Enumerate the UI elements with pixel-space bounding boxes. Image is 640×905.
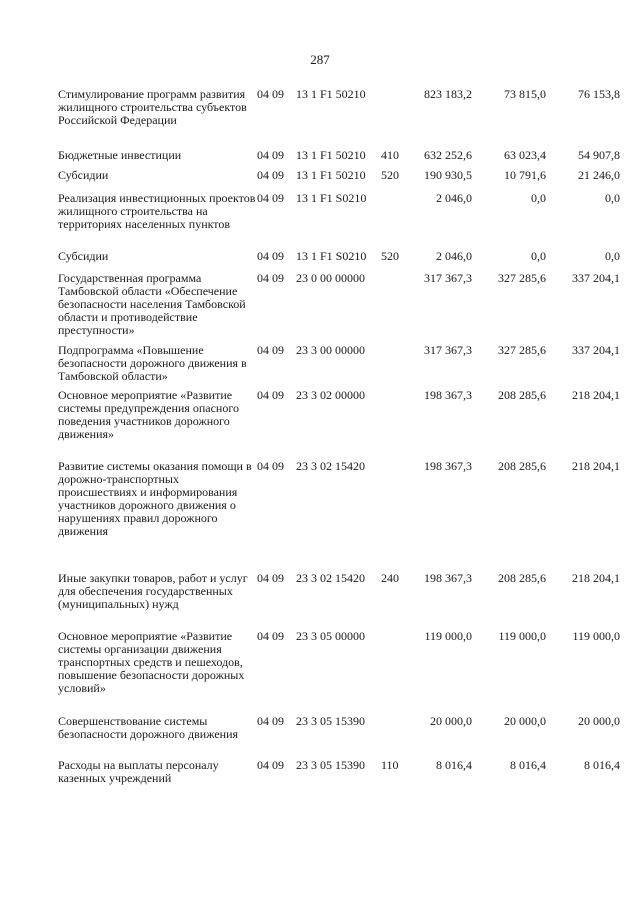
row-value-3: 20 000,0 [578,714,620,728]
row-value-2: 8 016,4 [510,758,546,772]
row-code: 13 1 F1 50210 [296,148,366,162]
row-name: Субсидии [58,249,109,263]
row-name: Развитие системы оказания помощи в дорожно-транспортных происшествиях и информирования участников дорожного движения о нарушениях правил дорожного движения [58,459,252,538]
row-value-1: 8 016,4 [436,758,472,772]
row-value-1: 119 000,0 [424,629,472,643]
row-chapter: 04 09 [257,714,284,728]
row-value-3: 8 016,4 [584,758,620,772]
row-value-2: 208 285,6 [498,571,546,585]
row-value-2: 20 000,0 [504,714,546,728]
row-value-2: 327 285,6 [498,271,546,285]
row-chapter: 04 09 [257,168,284,182]
row-value-2: 63 023,4 [504,148,546,162]
row-name: Стимулирование программ развития жилищного строительства субъектов Российской Федерации [58,87,247,127]
table-row [0,715,640,759]
table-row [0,759,640,789]
row-code: 13 1 F1 S0210 [296,249,367,263]
row-chapter: 04 09 [257,148,284,162]
row-value-3: 218 204,1 [572,571,620,585]
row-name: Реализация инвестиционных проектов жилищного строительства на территориях населенных пунктов [58,191,256,231]
row-code: 23 3 05 15390 [296,758,365,772]
row-value-3: 337 204,1 [572,271,620,285]
row-value-1: 317 367,3 [424,271,472,285]
row-name: Государственная программа Тамбовской области «Обеспечение безопасности населения Тамбовской области и противодействие преступности» [58,271,246,337]
row-value-3: 337 204,1 [572,343,620,357]
table-row [0,272,640,344]
row-value-3: 218 204,1 [572,388,620,402]
row-name: Основное мероприятие «Развитие системы предупреждения опасного поведения участников дорожного движения» [58,388,239,441]
table-row [0,88,640,149]
table-row [0,389,640,460]
row-chapter: 04 09 [257,249,284,263]
row-value-3: 0,0 [605,191,620,205]
row-chapter: 04 09 [257,388,284,402]
row-chapter: 04 09 [257,459,284,473]
row-value-2: 0,0 [531,249,546,263]
row-code: 23 3 05 00000 [296,629,365,643]
table-row [0,630,640,715]
row-value-1: 823 183,2 [424,87,472,101]
row-value-1: 198 367,3 [424,459,472,473]
row-value-1: 198 367,3 [424,388,472,402]
table-row [0,169,640,192]
table-row [0,192,640,250]
row-code: 23 3 02 15420 [296,459,365,473]
row-code: 23 3 02 00000 [296,388,365,402]
row-value-3: 76 153,8 [578,87,620,101]
row-code: 23 3 02 15420 [296,571,365,585]
row-code: 13 1 F1 50210 [296,168,366,182]
row-chapter: 04 09 [257,758,284,772]
row-code: 13 1 F1 S0210 [296,191,367,205]
row-value-3: 0,0 [605,249,620,263]
row-value-3: 21 246,0 [578,168,620,182]
row-name: Расходы на выплаты персоналу казенных учреждений [58,758,219,785]
row-chapter: 04 09 [257,191,284,205]
row-name: Субсидии [58,168,109,182]
row-chapter: 04 09 [257,271,284,285]
table-row [0,572,640,630]
row-code: 13 1 F1 50210 [296,87,366,101]
row-value-1: 632 252,6 [424,148,472,162]
row-type: 520 [381,249,399,263]
row-value-1: 190 930,5 [424,168,472,182]
row-chapter: 04 09 [257,87,284,101]
row-name: Иные закупки товаров, работ и услуг для обеспечения государственных (муниципальных) нужд [58,571,248,611]
row-value-3: 218 204,1 [572,459,620,473]
row-name: Основное мероприятие «Развитие системы организации движения транспортных средств и пешеходов, повышение безопасности дорожных условий» [58,629,245,695]
row-type: 410 [381,148,399,162]
row-chapter: 04 09 [257,571,284,585]
table-row [0,344,640,389]
row-value-1: 2 046,0 [436,249,472,263]
table-row [0,460,640,572]
row-value-1: 2 046,0 [436,191,472,205]
row-value-2: 208 285,6 [498,459,546,473]
row-type: 110 [381,758,399,772]
row-value-3: 54 907,8 [578,148,620,162]
page-number: 287 [310,52,330,67]
row-value-2: 0,0 [531,191,546,205]
row-code: 23 3 00 00000 [296,343,365,357]
row-name: Бюджетные инвестиции [58,148,182,162]
row-name: Подпрограмма «Повышение безопасности дорожного движения в Тамбовской области» [58,343,247,383]
row-type: 520 [381,168,399,182]
row-value-2: 73 815,0 [504,87,546,101]
row-value-2: 327 285,6 [498,343,546,357]
row-value-1: 317 367,3 [424,343,472,357]
row-value-1: 20 000,0 [430,714,472,728]
row-value-1: 198 367,3 [424,571,472,585]
table-row [0,149,640,169]
row-value-3: 119 000,0 [572,629,620,643]
row-type: 240 [381,571,399,585]
row-name: Совершенствование системы безопасности дорожного движения [58,714,239,741]
table-row [0,250,640,272]
budget-table [0,88,640,789]
row-chapter: 04 09 [257,629,284,643]
row-value-2: 10 791,6 [504,168,546,182]
row-code: 23 0 00 00000 [296,271,365,285]
row-value-2: 119 000,0 [498,629,546,643]
row-code: 23 3 05 15390 [296,714,365,728]
row-chapter: 04 09 [257,343,284,357]
row-value-2: 208 285,6 [498,388,546,402]
